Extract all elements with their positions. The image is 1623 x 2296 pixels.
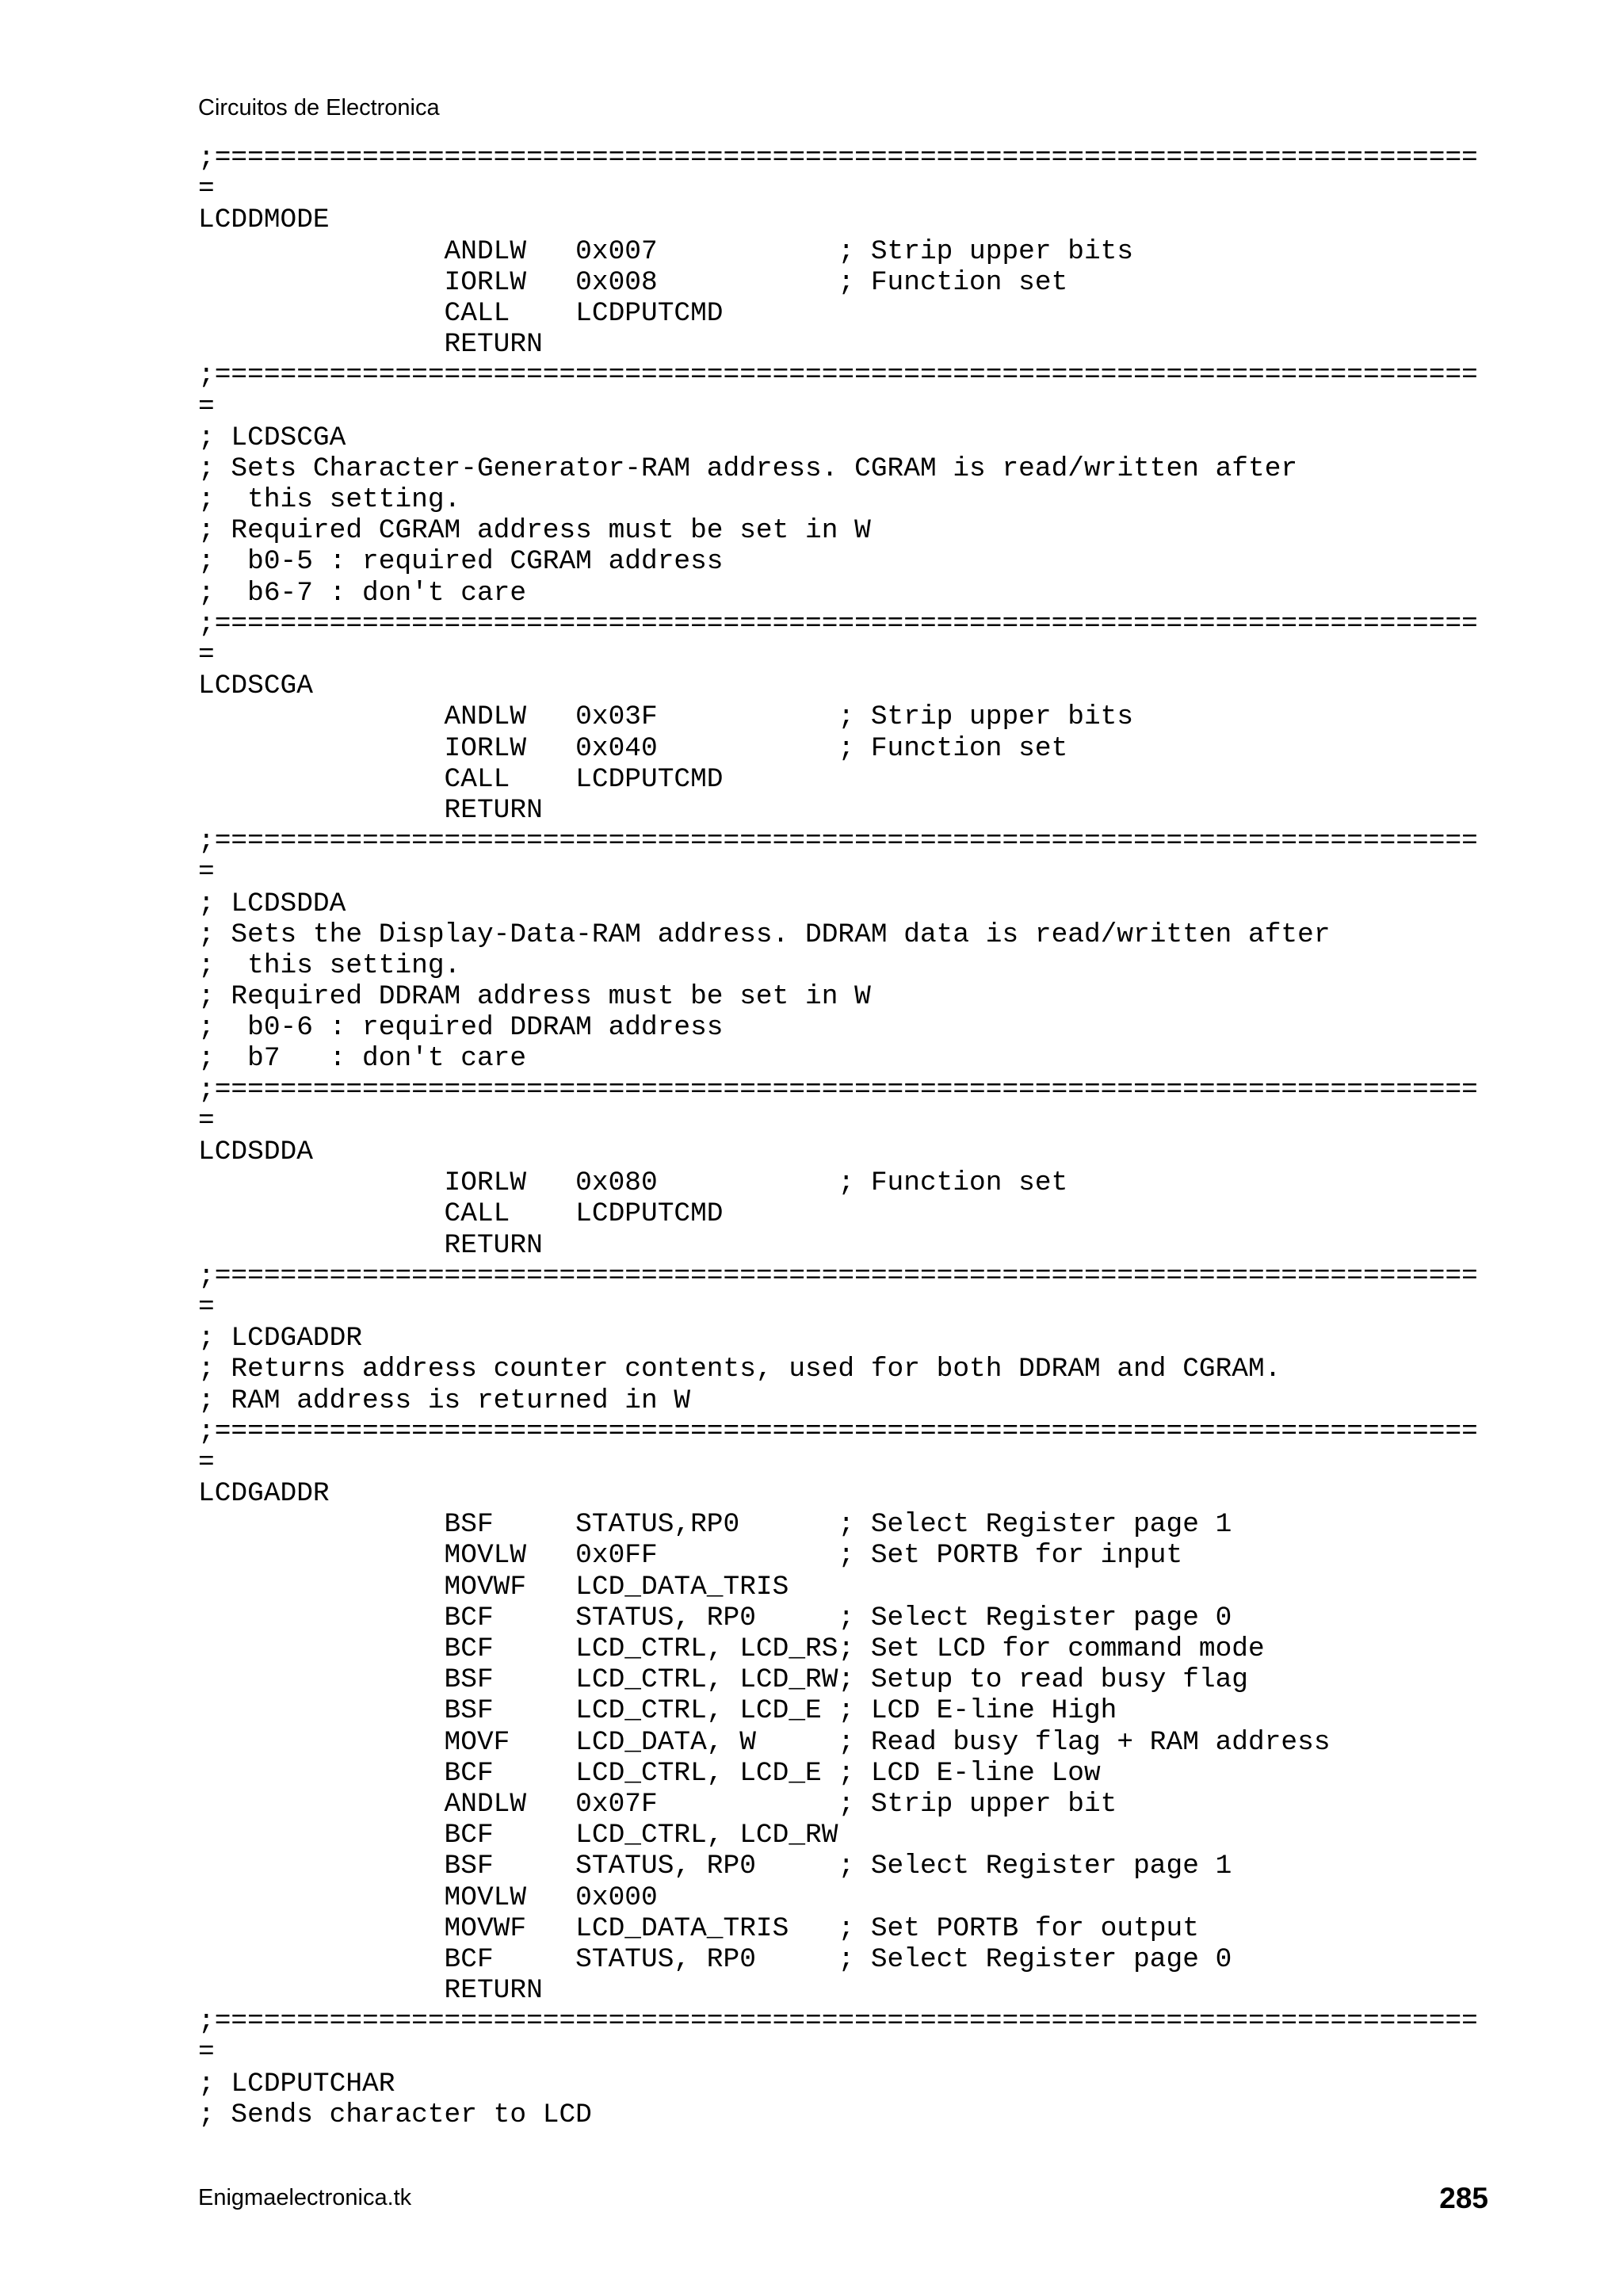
code-line: RETURN bbox=[198, 1975, 543, 2007]
code-line: CALL LCDPUTCMD bbox=[198, 1198, 724, 1230]
code-line: ;============================================================================= bbox=[198, 1260, 1478, 1292]
code-line: BCF LCD_CTRL, LCD_RW bbox=[198, 1820, 838, 1851]
code-line: MOVLW 0x0FF ; Set PORTB for input bbox=[198, 1540, 1183, 1572]
code-line: MOVWF LCD_DATA_TRIS ; Set PORTB for output bbox=[198, 1912, 1199, 1944]
code-line: BSF STATUS,RP0 ; Select Register page 1 bbox=[198, 1509, 1232, 1541]
code-line: ; LCDGADDR bbox=[198, 1323, 363, 1354]
code-line: LCDGADDR bbox=[198, 1478, 330, 1510]
code-line: LCDSCGA bbox=[198, 670, 313, 702]
code-line: ;============================================================================= bbox=[198, 2006, 1478, 2038]
code-line: MOVLW 0x000 bbox=[198, 1881, 658, 1913]
code-line: IORLW 0x040 ; Function set bbox=[198, 732, 1068, 764]
code-line: BSF LCD_CTRL, LCD_RW; Setup to read busy flag bbox=[198, 1664, 1249, 1696]
code-line: RETURN bbox=[198, 1229, 543, 1261]
code-line: ;============================================================================= bbox=[198, 360, 1478, 392]
code-line: MOVF LCD_DATA, W ; Read busy flag + RAM address bbox=[198, 1726, 1331, 1758]
code-line: BSF LCD_CTRL, LCD_E ; LCD E-line High bbox=[198, 1695, 1117, 1727]
code-line: BCF STATUS, RP0 ; Select Register page 0 bbox=[198, 1943, 1232, 1975]
code-line: ; LCDSCGA bbox=[198, 422, 346, 453]
code-line: ;============================================================================= bbox=[198, 143, 1478, 174]
code-line: CALL LCDPUTCMD bbox=[198, 763, 724, 795]
code-line: ; b0-5 : required CGRAM address bbox=[198, 546, 724, 578]
code-line: ; Returns address counter contents, used for both DDRAM and CGRAM. bbox=[198, 1354, 1281, 1385]
code-line: BSF STATUS, RP0 ; Select Register page 1 bbox=[198, 1851, 1232, 1882]
code-line: ANDLW 0x007 ; Strip upper bits bbox=[198, 235, 1134, 267]
code-line: = bbox=[198, 174, 215, 205]
code-line: ;============================================================================= bbox=[198, 608, 1478, 640]
code-line: ; RAM address is returned in W bbox=[198, 1385, 691, 1416]
code-line: ; LCDSDDA bbox=[198, 888, 346, 919]
code-line: = bbox=[198, 1446, 215, 1478]
page-number: 285 bbox=[1439, 2182, 1488, 2214]
code-line: IORLW 0x080 ; Function set bbox=[198, 1167, 1068, 1199]
code-line: RETURN bbox=[198, 329, 543, 361]
assembly-code-listing bbox=[198, 143, 1478, 2130]
code-line: BCF LCD_CTRL, LCD_E ; LCD E-line Low bbox=[198, 1757, 1101, 1789]
code-line: = bbox=[198, 1105, 215, 1137]
code-line: RETURN bbox=[198, 794, 543, 826]
code-line: ANDLW 0x07F ; Strip upper bit bbox=[198, 1788, 1117, 1820]
page-header-title: Circuitos de Electronica bbox=[198, 95, 440, 120]
code-line: IORLW 0x008 ; Function set bbox=[198, 266, 1068, 298]
code-line: ; b0-6 : required DDRAM address bbox=[198, 1012, 724, 1044]
code-line: BCF LCD_CTRL, LCD_RS; Set LCD for command mode bbox=[198, 1633, 1265, 1664]
code-line: ; this setting. bbox=[198, 484, 461, 516]
code-line: ;============================================================================= bbox=[198, 826, 1478, 858]
code-line: ;============================================================================= bbox=[198, 1074, 1478, 1106]
code-line: ;============================================================================= bbox=[198, 1415, 1478, 1447]
code-line: CALL LCDPUTCMD bbox=[198, 297, 724, 329]
code-line: ; LCDPUTCHAR bbox=[198, 2068, 395, 2099]
code-line: ; Sends character to LCD bbox=[198, 2099, 592, 2130]
code-line: ; this setting. bbox=[198, 949, 461, 981]
code-line: = bbox=[198, 857, 215, 888]
code-line: = bbox=[198, 2037, 215, 2069]
code-line: ; b7 : don't care bbox=[198, 1043, 527, 1075]
code-line: BCF STATUS, RP0 ; Select Register page 0 bbox=[198, 1602, 1232, 1633]
code-line: MOVWF LCD_DATA_TRIS bbox=[198, 1571, 789, 1603]
code-line: ; Required DDRAM address must be set in W bbox=[198, 981, 871, 1013]
code-line: LCDSDDA bbox=[198, 1137, 313, 1167]
footer-site-name: Enigmaelectronica.tk bbox=[198, 2185, 412, 2210]
code-line: = bbox=[198, 391, 215, 422]
code-line: ; Sets the Display-Data-RAM address. DDRAM data is read/written after bbox=[198, 919, 1331, 950]
code-line: ; Required CGRAM address must be set in W bbox=[198, 515, 871, 547]
code-line: ; b6-7 : don't care bbox=[198, 577, 527, 609]
code-line: ANDLW 0x03F ; Strip upper bits bbox=[198, 701, 1134, 733]
code-line: LCDDMODE bbox=[198, 204, 330, 236]
code-line: = bbox=[198, 640, 215, 670]
code-line: = bbox=[198, 1291, 215, 1323]
code-line: ; Sets Character-Generator-RAM address. CGRAM is read/written after bbox=[198, 453, 1298, 484]
